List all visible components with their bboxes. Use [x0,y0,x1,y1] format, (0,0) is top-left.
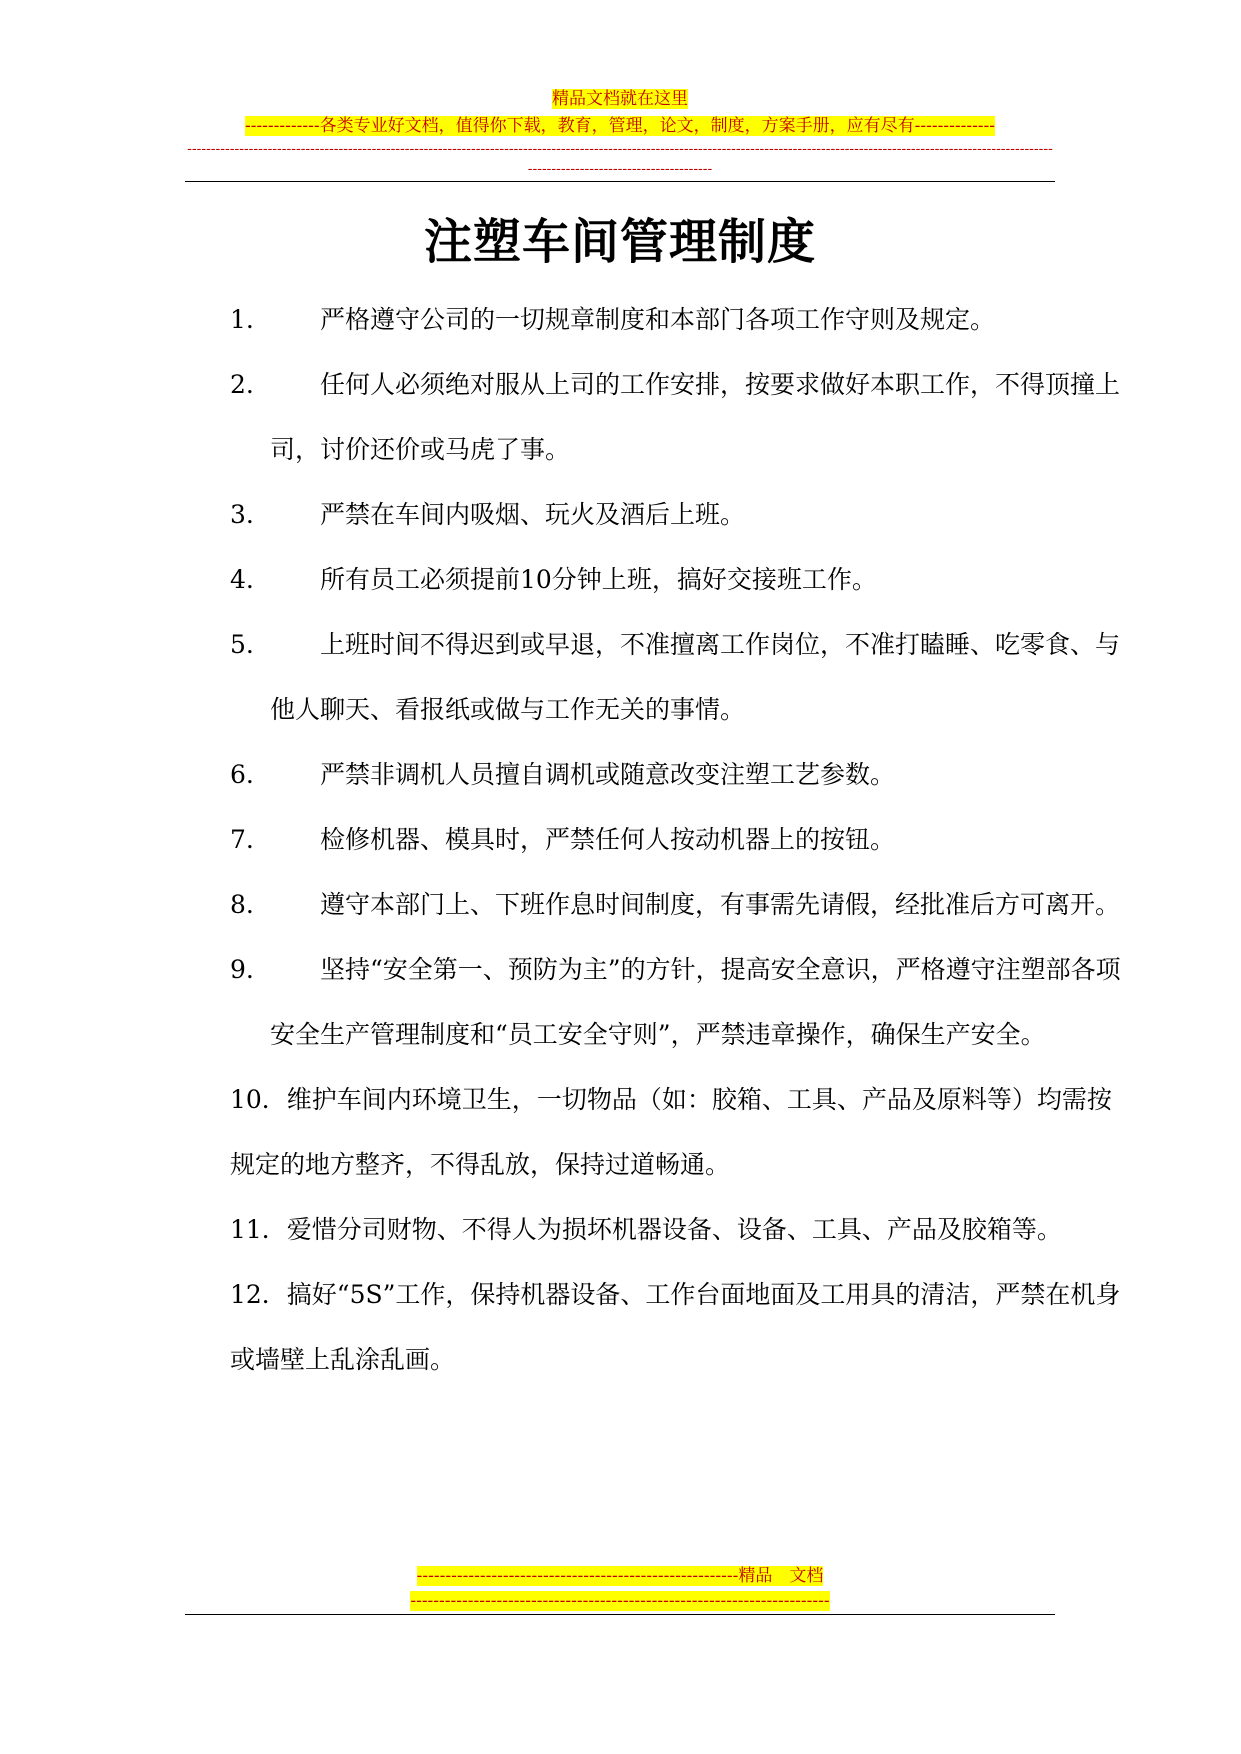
list-item [230,872,1130,937]
rules-list [230,287,1130,1392]
list-item [230,482,1130,547]
item-text: 11．爱惜分司财物、不得人为损坏机器设备、设备、工具、产品及胶箱等。 [230,1215,1062,1244]
item-text: 任何人必须绝对服从上司的工作安排，按要求做好本职工作，不得顶撞上司，讨价还价或马虎了事。 [270,370,1121,464]
list-item [230,742,1130,807]
item-text: 严格遵守公司的一切规章制度和本部门各项工作守则及规定。 [320,305,996,334]
item-text: 上班时间不得迟到或早退，不准擅离工作岗位，不准打瞌睡、吃零食、与他人聊天、看报纸或做与工作无关的事情。 [270,630,1121,724]
item-text: 所有员工必须提前10分钟上班，搞好交接班工作。 [320,565,877,594]
list-item [230,287,1130,352]
item-number: 1. [230,305,254,334]
item-number: 7. [230,825,254,854]
item-text: 10．维护车间内环境卫生，一切物品（如：胶箱、工具、产品及原料等）均需按规定的地方整齐，不得乱放，保持过道畅通。 [230,1085,1112,1179]
item-number: 4. [230,565,254,594]
header-rule [185,181,1055,182]
list-item [230,1067,1130,1197]
footer-tagline: --------------------------------------------------------精品 文档 [416,1566,824,1586]
item-number: 3. [230,500,254,529]
list-item [230,352,1130,482]
list-item [230,547,1130,612]
item-text: 坚持“安全第一、预防为主”的方针，提高安全意识，严格遵守注塑部各项安全生产管理制度和“员工安全守则”，严禁违章操作，确保生产安全。 [270,955,1121,1049]
header-tagline: 精品文档就在这里 [552,89,688,109]
item-number: 9. [230,955,254,984]
list-item [230,612,1130,742]
list-item [230,1197,1130,1262]
item-text: 遵守本部门上、下班作息时间制度，有事需先请假，经批准后方可离开。 [320,890,1121,919]
item-number: 5. [230,630,254,659]
footer-rule [185,1614,1055,1615]
list-item [230,807,1130,872]
item-text: 严禁非调机人员擅自调机或随意改变注塑工艺参数。 [320,760,896,789]
item-number: 2. [230,370,254,399]
list-item [230,1262,1130,1392]
document-title: 注塑车间管理制度 [423,214,816,270]
item-text: 检修机器、模具时，严禁任何人按动机器上的按钮。 [320,825,896,854]
list-item [230,937,1130,1067]
header-promo: -------------各类专业好文档，值得你下载，教育，管理，论文，制度，方案手册，应有尽有-------------- [244,116,996,136]
header-dash-line: ------------------------------------------------------------------------------------------------------------------------------------------------------------------------------------------------------------------------------ [187,141,1053,177]
page-footer [185,1564,1055,1614]
item-text: 12．搞好“5S”工作，保持机器设备、工作台面地面及工用具的清洁，严禁在机身或墙壁上乱涂乱画。 [230,1280,1121,1374]
page-header [185,86,1055,140]
item-number: 6. [230,760,254,789]
footer-dash-line: ------------------------------------------------------------------------- [410,1591,830,1611]
item-number: 8. [230,890,254,919]
item-text: 严禁在车间内吸烟、玩火及酒后上班。 [320,500,746,529]
